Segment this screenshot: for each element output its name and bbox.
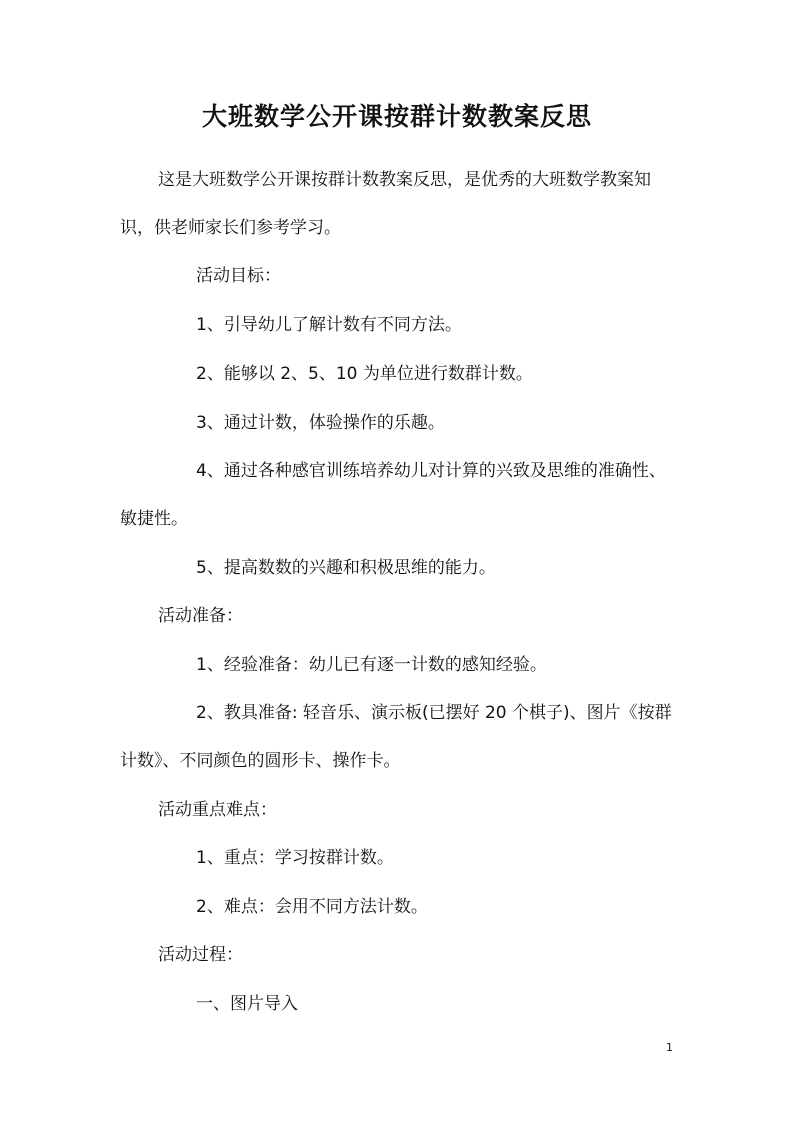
document-title: 大班数学公开课按群计数教案反思: [201, 102, 592, 131]
prep-item: 1、经验准备：幼儿已有逐一计数的感知经验。: [196, 655, 547, 675]
page-number: 1: [666, 1041, 673, 1054]
key-item: 2、难点：会用不同方法计数。: [196, 897, 428, 917]
goal-item: 1、引导幼儿了解计数有不同方法。: [196, 315, 462, 335]
goal-item: 3、通过计数，体验操作的乐趣。: [196, 413, 445, 433]
goal-item: 5、提高数数的兴趣和积极思维的能力。: [196, 558, 496, 578]
intro-paragraph: 这是大班数学公开课按群计数教案反思，是优秀的大班数学教案知识，供老师家长们参考学习。: [120, 170, 651, 238]
key-item: 1、重点：学习按群计数。: [196, 848, 394, 868]
key-heading: 活动重点难点：: [158, 800, 277, 820]
prep-item: 2、教具准备: 轻音乐、演示板(已摆好 20 个棋子)、图片《按群计数》、不同颜色的圆形卡、操作卡。: [120, 703, 672, 771]
goals-heading: 活动目标：: [196, 266, 281, 286]
prep-heading: 活动准备：: [158, 606, 243, 626]
process-heading: 活动过程：: [158, 945, 243, 965]
process-item: 一、图片导入: [196, 994, 298, 1014]
goal-item: 2、能够以 2、5、10 为单位进行数群计数。: [196, 364, 533, 384]
goal-item: 4、通过各种感官训练培养幼儿对计算的兴致及思维的准确性、敏捷性。: [120, 461, 666, 529]
